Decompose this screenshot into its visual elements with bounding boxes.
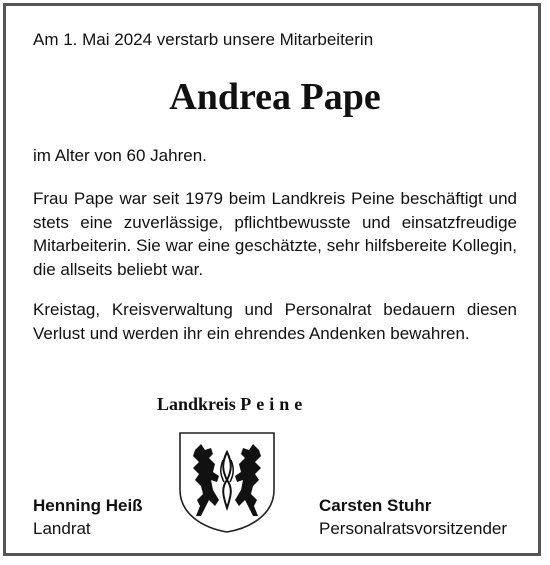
organization-place: Peine <box>240 394 308 414</box>
signatory-left <box>33 494 143 540</box>
signatory-right <box>319 494 507 540</box>
signatory-name: Carsten Stuhr <box>319 496 432 515</box>
condolence-paragraph: Kreistag, Kreisverwaltung und Personalrat bedauern diesen Verlust und werden ihr ein ehrendes Andenken bewahren. <box>33 300 517 343</box>
tribute-paragraph: Frau Pape war seit 1979 beim Landkreis Peine beschäftigt und stets eine zuverlässige, pflichtbewusste und einsatzfreudige Mitarbeiterin. Sie war eine geschätzte, sehr hilfsbereite Kollegin, die allseits beliebt war. <box>33 189 517 279</box>
signatory-title: Landrat <box>33 519 91 538</box>
signatory-title: Personalratsvorsitzender <box>319 519 508 538</box>
deceased-name: Andrea Pape <box>169 76 381 118</box>
age-text: im Alter von 60 Jahren. <box>33 146 207 165</box>
coat-of-arms-icon <box>177 430 277 534</box>
intro-text: Am 1. Mai 2024 verstarb unsere Mitarbeiterin <box>33 30 374 49</box>
signatory-name: Henning Heiß <box>33 496 143 515</box>
organization-name <box>157 392 307 416</box>
organization-prefix: Landkreis <box>157 394 236 414</box>
